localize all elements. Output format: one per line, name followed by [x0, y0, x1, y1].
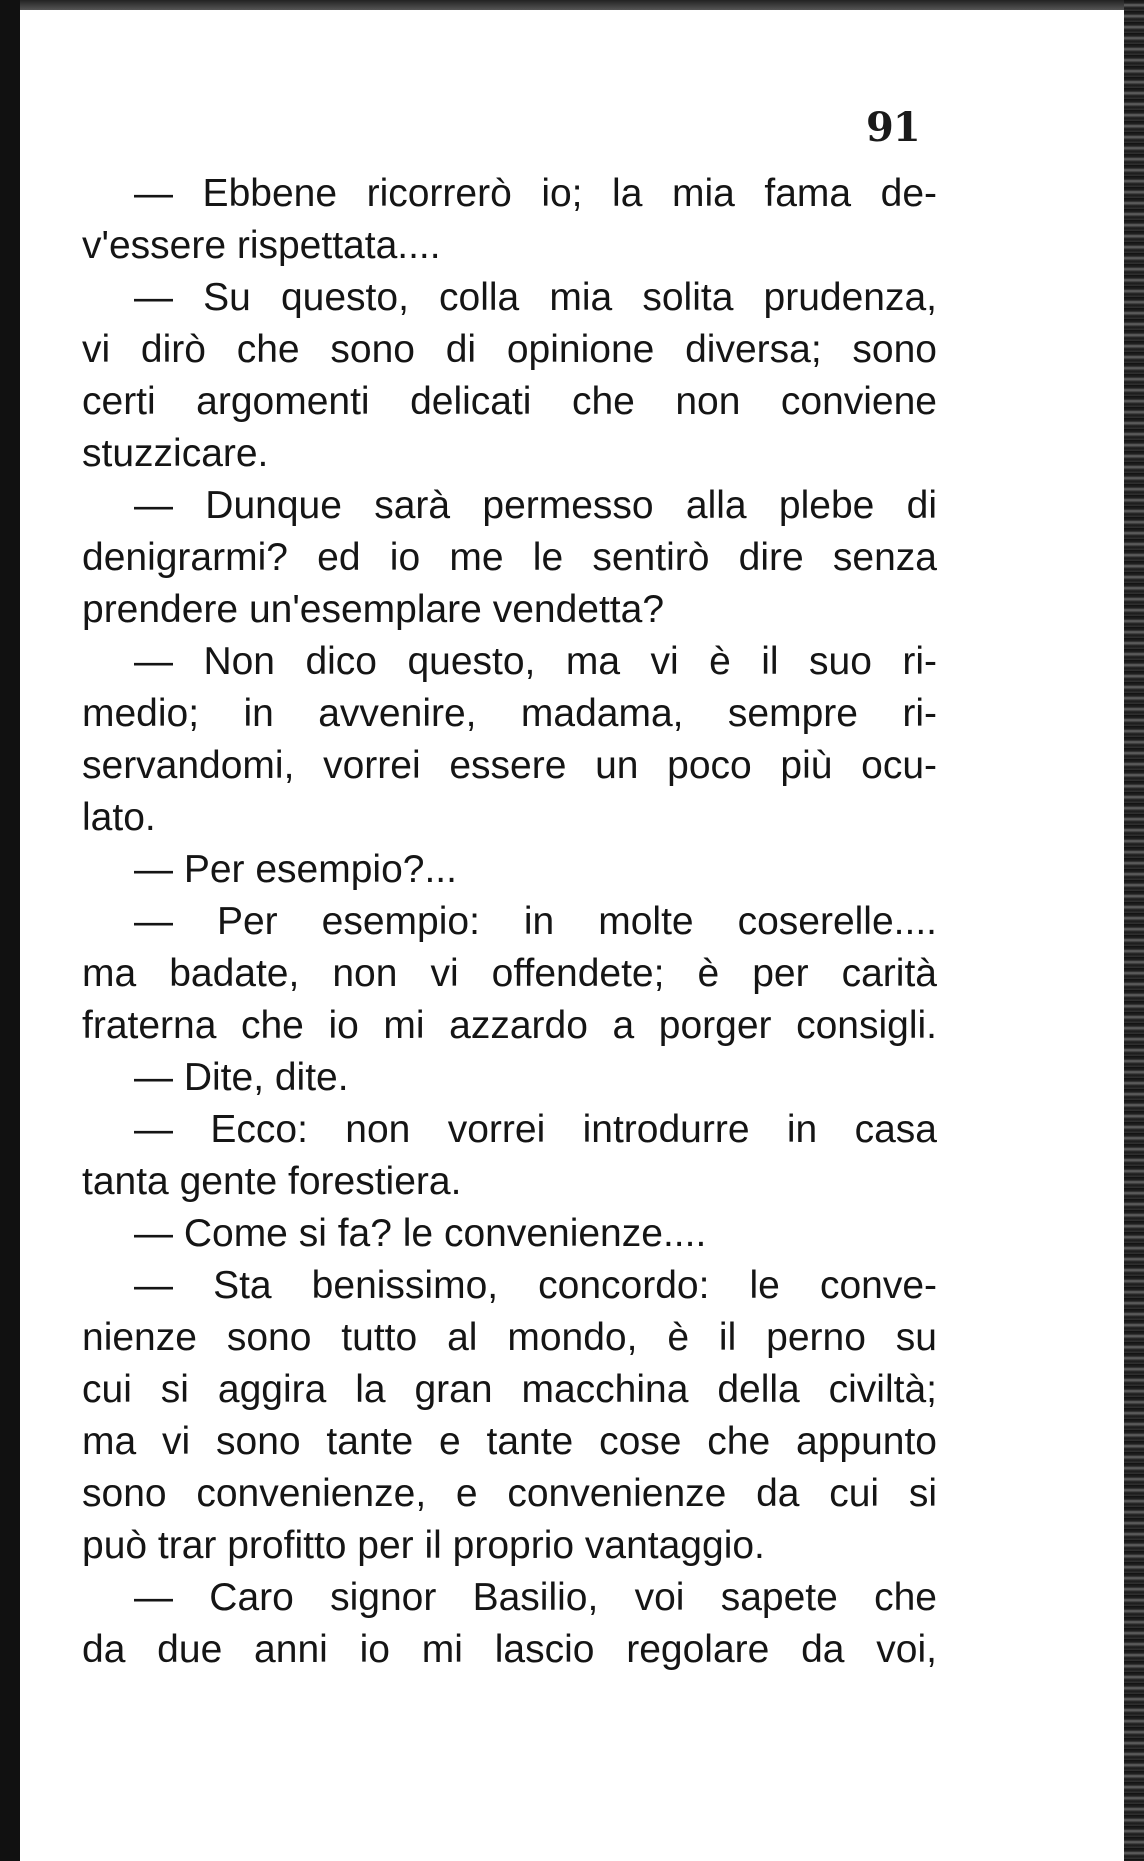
text-line: — Per esempio?...: [134, 848, 457, 891]
body-text: [82, 168, 937, 1676]
text-line: certi argomenti delicati che non conviene: [82, 380, 937, 423]
text-line: cui si aggira la gran macchina della civiltà;: [82, 1368, 937, 1411]
scan-top-edge: [0, 0, 1144, 10]
text-line: prendere un'esemplare vendetta?: [82, 588, 665, 631]
text-line: lato.: [82, 796, 156, 839]
text-line: denigrarmi? ed io me le sentirò dire senza: [82, 536, 937, 579]
text-line: — Per esempio: in molte coserelle....: [134, 900, 937, 943]
page-number: 91: [866, 104, 920, 151]
text-line: — Come si fa? le convenienze....: [134, 1212, 707, 1255]
text-line: — Ecco: non vorrei introdurre in casa: [134, 1108, 937, 1151]
scan-right-edge: [1124, 0, 1144, 1861]
text-line: da due anni io mi lascio regolare da voi,: [82, 1628, 937, 1671]
text-line: servandomi, vorrei essere un poco più ocu-: [82, 744, 937, 787]
text-line: stuzzicare.: [82, 432, 269, 475]
text-line: ma badate, non vi offendete; è per carità: [82, 952, 937, 995]
text-line: — Dunque sarà permesso alla plebe di: [134, 484, 937, 527]
text-line: può trar profitto per il proprio vantaggio.: [82, 1524, 765, 1567]
text-line: fraterna che io mi azzardo a porger consigli.: [82, 1004, 937, 1047]
text-line: vi dirò che sono di opinione diversa; sono: [82, 328, 937, 371]
text-line: — Sta benissimo, concordo: le conve-: [134, 1264, 937, 1307]
text-line: ma vi sono tante e tante cose che appunto: [82, 1420, 937, 1463]
text-line: — Caro signor Basilio, voi sapete che: [134, 1576, 937, 1619]
scan-left-edge: [0, 0, 20, 1861]
text-line: — Dite, dite.: [134, 1056, 349, 1099]
text-line: sono convenienze, e convenienze da cui si: [82, 1472, 937, 1515]
text-line: tanta gente forestiera.: [82, 1160, 462, 1203]
text-line: — Non dico questo, ma vi è il suo ri-: [134, 640, 937, 683]
text-line: v'essere rispettata....: [82, 224, 441, 267]
text-line: — Su questo, colla mia solita prudenza,: [134, 276, 937, 319]
text-line: medio; in avvenire, madama, sempre ri-: [82, 692, 937, 735]
text-line: nienze sono tutto al mondo, è il perno su: [82, 1316, 937, 1359]
text-line: — Ebbene ricorrerò io; la mia fama de-: [134, 172, 937, 215]
